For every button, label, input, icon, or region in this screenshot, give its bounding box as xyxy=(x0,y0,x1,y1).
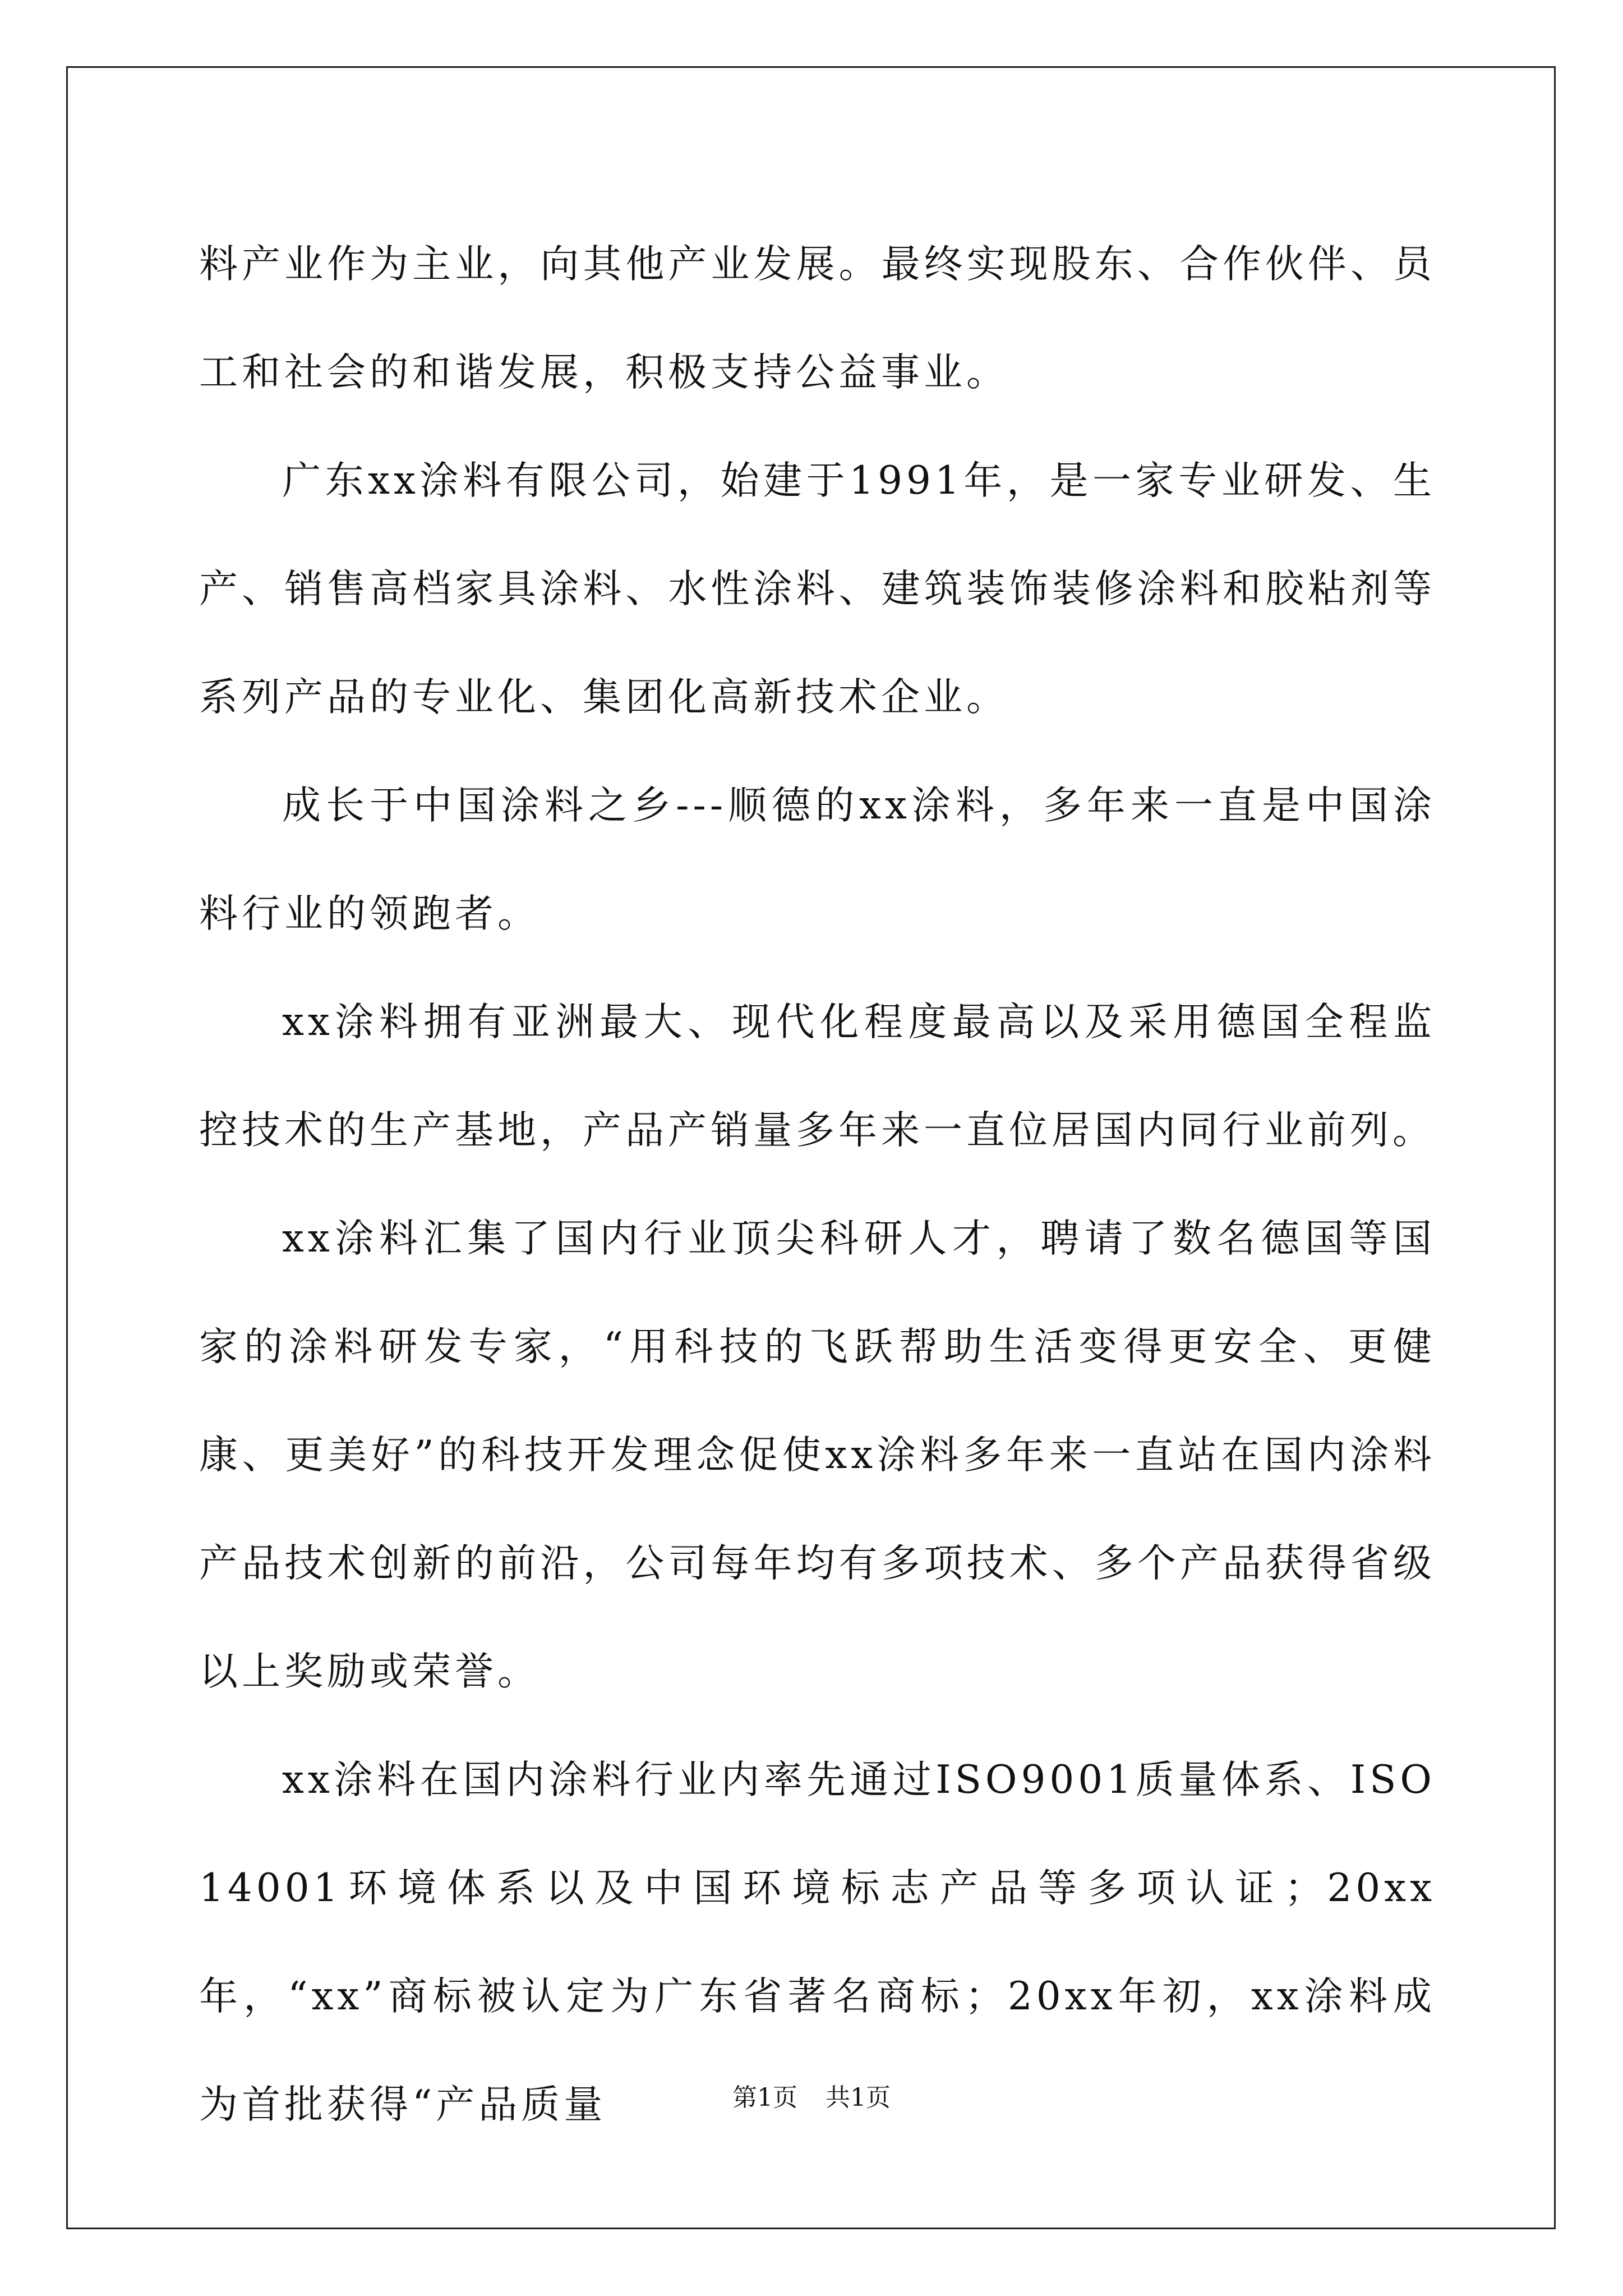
paragraph-6: xx涂料在国内涂料行业内率先通过ISO9001质量体系、ISO14001环境体系以及中国环境标志产品等多项认证；20xx年，“xx”商标被认定为广东省著名商标；20xx年初，xx涂料成为首批获得“产品质量 xyxy=(199,1757,1436,2127)
paragraph-1: 料产业作为主业，向其他产业发展。最终实现股东、合作伙伴、员工和社会的和谐发展，积极支持公益事业。 xyxy=(199,242,1436,395)
paragraph-3: 成长于中国涂料之乡---顺德的xx涂料，多年来一直是中国涂料行业的领跑者。 xyxy=(199,783,1436,936)
document-body xyxy=(199,210,1436,2159)
page-number-current: 第1页 xyxy=(732,2083,797,2112)
paragraph-4: xx涂料拥有亚洲最大、现代化程度最高以及采用德国全程监控技术的生产基地，产品产销量多年来一直位居国内同行业前列。 xyxy=(199,1000,1436,1153)
paragraph-2: 广东xx涂料有限公司，始建于1991年，是一家专业研发、生产、销售高档家具涂料、水性涂料、建筑装饰装修涂料和胶粘剂等系列产品的专业化、集团化高新技术企业。 xyxy=(199,458,1436,720)
page-footer xyxy=(0,2081,1623,2115)
page-number-total: 共1页 xyxy=(826,2083,891,2112)
paragraph-5: xx涂料汇集了国内行业顶尖科研人才，聘请了数名德国等国家的涂料研发专家，“用科技的飞跃帮助生活变得更安全、更健康、更美好”的科技开发理念促使xx涂料多年来一直站在国内涂料产品技术创新的前沿，公司每年均有多项技术、多个产品获得省级以上奖励或荣誉。 xyxy=(199,1216,1436,1694)
